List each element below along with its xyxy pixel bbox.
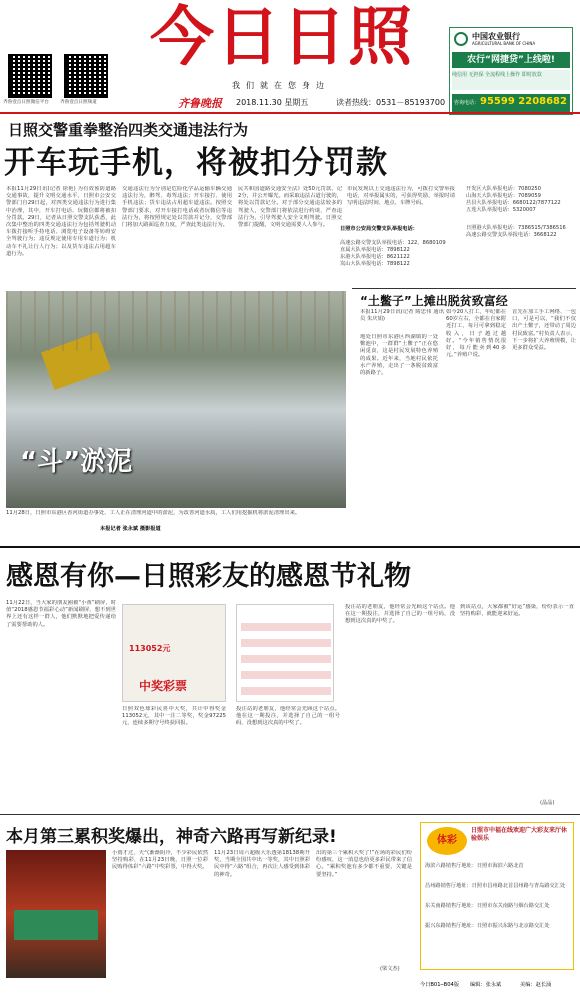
bank-logo-icon: [454, 32, 468, 46]
story3-headline: 感恩有你—日照彩友的感恩节礼物: [6, 561, 411, 592]
publisher-logo: 齐鲁晚报: [178, 97, 222, 110]
ticket-screen: [14, 910, 98, 940]
report-line: 开发区大队举报电话：7080250: [466, 186, 541, 192]
bank-name: 中国农业银行: [472, 32, 520, 41]
story4-sign: (梁文杰): [380, 966, 400, 972]
footer-design: 美编：赵长涌: [520, 982, 552, 988]
pond-photo: [6, 291, 346, 508]
bank-ad: [449, 27, 573, 115]
story1-headline: 开车玩手机，将被扣分罚款: [4, 145, 388, 181]
ad-headline: 农行“网捷贷”上线啦!: [452, 52, 570, 68]
report-line: 高速公路交警支队举报电话：122、8680109: [340, 240, 446, 246]
lottery-ad-line: 东关南路销售厅地址：日照市东关南路与烟台路交汇处: [425, 903, 550, 909]
report-line: 山海天大队举报电话：7089059: [466, 193, 541, 199]
report-line: 岚山大队举报电话：7898122: [340, 261, 410, 267]
story1-col-c: 民共和国道路交通安全法》处50元罚款、记2分，并公开曝光。而采取违法占道行驶的，将处以罚款记分。对于部分交通违法较多的驾驶人，交警部门将依法进行约谈，严查违法行为，引导驾驶人安全文明驾驶。日照交警部门提醒，文明交通需要人人参与。: [238, 186, 342, 229]
report-line: 莒县大队举报电话：6680122/7877122: [466, 200, 561, 206]
report-line: 东港大队举报电话：8621122: [340, 254, 410, 260]
qr-caption-wechat: 齐鲁壹点日照微信平台: [3, 100, 49, 105]
story1-col-b: 交通违法行为分别是危险化学品运输车辆交通违法行为，醉驾、毒驾违法；开车接打、使用手机违法；货车违法占用超车道违法。按照交警部门要求，对开车接打电话或者玩微信等违法行为，将按照规定处以罚款并记分，交警部门将加大路面巡查力度，严查此类违法行为。: [122, 186, 232, 229]
story3-col-e: 到该站点，大家都被“好运”感染，纷纷表示一直坚持购彩，就能迎来好运。: [460, 604, 574, 618]
lottery-screen-photo: [236, 604, 334, 702]
report-phone-lines: [466, 186, 576, 214]
story2-col-c: 首先在加工手工网络、一包口，可是可以，“我们不仅出产土鳖子，还带动了周边村民致富。”村负责人表示，下一步将扩大养殖规模，让更多群众受益。: [512, 309, 576, 352]
story4-headline: 本月第三累积奖爆出，神奇六路再写新纪录!: [6, 827, 337, 847]
tree-lines: [6, 291, 346, 351]
section-divider-2: [0, 814, 580, 815]
reader-hotline: 读者热线：0531－85193700: [336, 98, 446, 107]
bank-name-en: AGRICULTURAL BANK OF CHINA: [472, 41, 536, 46]
masthead-slogan: 我们就在您身边: [232, 81, 330, 90]
ticket-logo: 中奖彩票: [139, 679, 188, 693]
ad-phone-label: 咨询电话：: [454, 100, 480, 106]
story1-kicker: 日照交警重拳整治四类交通违法行为: [8, 121, 249, 139]
story4-col-a: 小雨才过，天气渐渐阴冷，不少彩民依然坚持购彩，在11月23日晚，日照一位彩民购得体彩“六路”中奖彩票，中得大奖。: [112, 850, 208, 871]
story2-col-b: 如今20人打工，年纪都在60岁左右，全都在自家附近打工，每月可拿到稳定收入，日子越过越好。“今年销售情况很好，每斤能卖到40多元。”养殖户说。: [446, 309, 506, 359]
photo1-caption: 11月28日，日照市东港区香河街道办事处，工人正在清理河道中的淤泥，为改善河道水质，工人们用挖掘机将淤泥清理出来。: [6, 510, 301, 516]
ad-phone-bar: [452, 94, 570, 112]
report-title: 日照市公安局交警支队举报电话：: [340, 226, 418, 232]
report-phone-list: [340, 226, 458, 233]
qr-caption-channel: 齐鲁壹点日照频道: [60, 100, 97, 105]
report-phone-lines-3: [466, 225, 576, 239]
report-line: 五莲大队举报电话：5320007: [466, 207, 536, 213]
ad-phone: 95599 2208682: [480, 96, 567, 107]
lottery-hall-ad: [420, 822, 574, 970]
story2-headline: “土鳖子”上摊出脱贫致富经: [360, 294, 508, 308]
story3-col-d: 投注站的老朋友，他经常会光顾这个站点。他在这一期投注，并选择了自己的一组号码，没想到这次真的中奖了。: [345, 604, 455, 625]
story3-sign: (晶晶): [540, 800, 555, 806]
lottery-ad-title: 日照市中福在线欢迎广大彩友来厅休验娱乐: [471, 827, 568, 842]
lottery-ad-line: 振兴东路销售厅地址：日照市振兴东路与北京路交汇处: [425, 923, 550, 929]
section-rule: [352, 288, 576, 289]
story4-col-c: 出的第三个累积大奖了!”在场的彩民们纷纷感叹，这一消息也给更多彩民带来了信心。“累积奖池有多少都不重要，关键是要坚持。”: [316, 850, 412, 878]
story3-col-c: 投注站的老朋友，他经常会光顾这个站点。他在这一期投注，并选择了自己的一组号码，没想到这次真的中奖了。: [236, 706, 340, 727]
masthead-rule: [0, 112, 580, 114]
story4-col-b: 11月23日周六超级大乐透第18138期开奖，当期全国共中出一等奖，其中日照彩民中得“六路”组合，再次让人感受到体彩的神奇。: [214, 850, 310, 878]
report-line: 高速公路交警支队举报电话：3668122: [466, 232, 557, 238]
qr-code-channel: [64, 54, 108, 98]
ad-subline: 纯信用 无担保 全流程线上操作 即时放款: [452, 70, 570, 90]
photo1-credit: 本报记者 张永斌 摄影报道: [100, 526, 161, 532]
qr-code-wechat: [8, 54, 52, 98]
report-line: 日照港大队举报电话：7386515/7386516: [466, 225, 566, 231]
story3-col-a: 11月22日，当大家的朋友圈被“小黄”刷屏，时值“2018感恩节福彩心动”新闻刷屏，想不到世界上还有这样一群人，他们默默地把爱传递给了需要帮助的人。: [6, 600, 116, 628]
lottery-grid: [241, 615, 331, 695]
footer-pages: 今日B01─B04版: [420, 982, 460, 988]
sports-lottery-photo: [6, 850, 106, 978]
section-divider: [0, 546, 580, 548]
report-line: 直属大队举报电话：7898122: [340, 247, 410, 253]
report-phone-lines-2: [340, 240, 458, 268]
story2-byline: 本报11月29日讯(记者 隋忠伟 通讯员 朱庆娟): [360, 309, 444, 323]
ticket-prize: 113052元: [129, 644, 171, 653]
lottery-badge: 体彩: [427, 827, 467, 855]
footer-editor: 编辑：张永斌: [470, 982, 502, 988]
issue-date: 2018.11.30 星期五: [236, 98, 309, 107]
lottery-ad-line: 昌州路销售厅地址：日照市昌州路北首昌州路与青岛路交汇处: [425, 883, 566, 889]
story1-col-a: 本报11月29日讯(记者 徐艳) 为有效预防道路交通事故，提升文明交通水平，日照市公安交警部门自29日起，对四类交通违法行为进行集中治理，其中，开车打电话、玩微信都将被扣分罚款。29日，记者从日照交警支队获悉，此次集中整治的四类交通违法行为包括驾驶机动车拨打接听手持电话、浏览电子设备等妨碍安全驾驶行为；违反规定使用专用车道行为；机动车不礼让行人行为；以及货车违法占用超车道行为。: [6, 186, 116, 257]
lottery-ticket-photo: [122, 604, 226, 702]
photo-overlay-title: “斗”淤泥: [20, 447, 133, 477]
masthead-title: 今日日照: [150, 1, 414, 75]
story1-col-d: 市民发现以上交通违法行为，可拨打交警举报电话，对举报属实的，可获得奖励，举报时请写明违法时间、地点、车牌号码。: [347, 186, 455, 207]
story2-col-a: 地处日照市东港区西湖镇的一处鳖池中，一群群“土鳖子”正在悠闲觅食，这是村民发展特色养殖的成果。近年来，当地村民依托水产养殖，走出了一条脱贫致富的新路子。: [360, 334, 438, 377]
lottery-ad-line: 海滨六路销售厅地址：日照市海滨六路北首: [425, 863, 524, 869]
story3-col-b: 日照双色球彩民喜中大奖，共计中得奖金113052元，其中一注二等奖，奖金97225元，连续多期守号终获回报。: [122, 706, 226, 727]
